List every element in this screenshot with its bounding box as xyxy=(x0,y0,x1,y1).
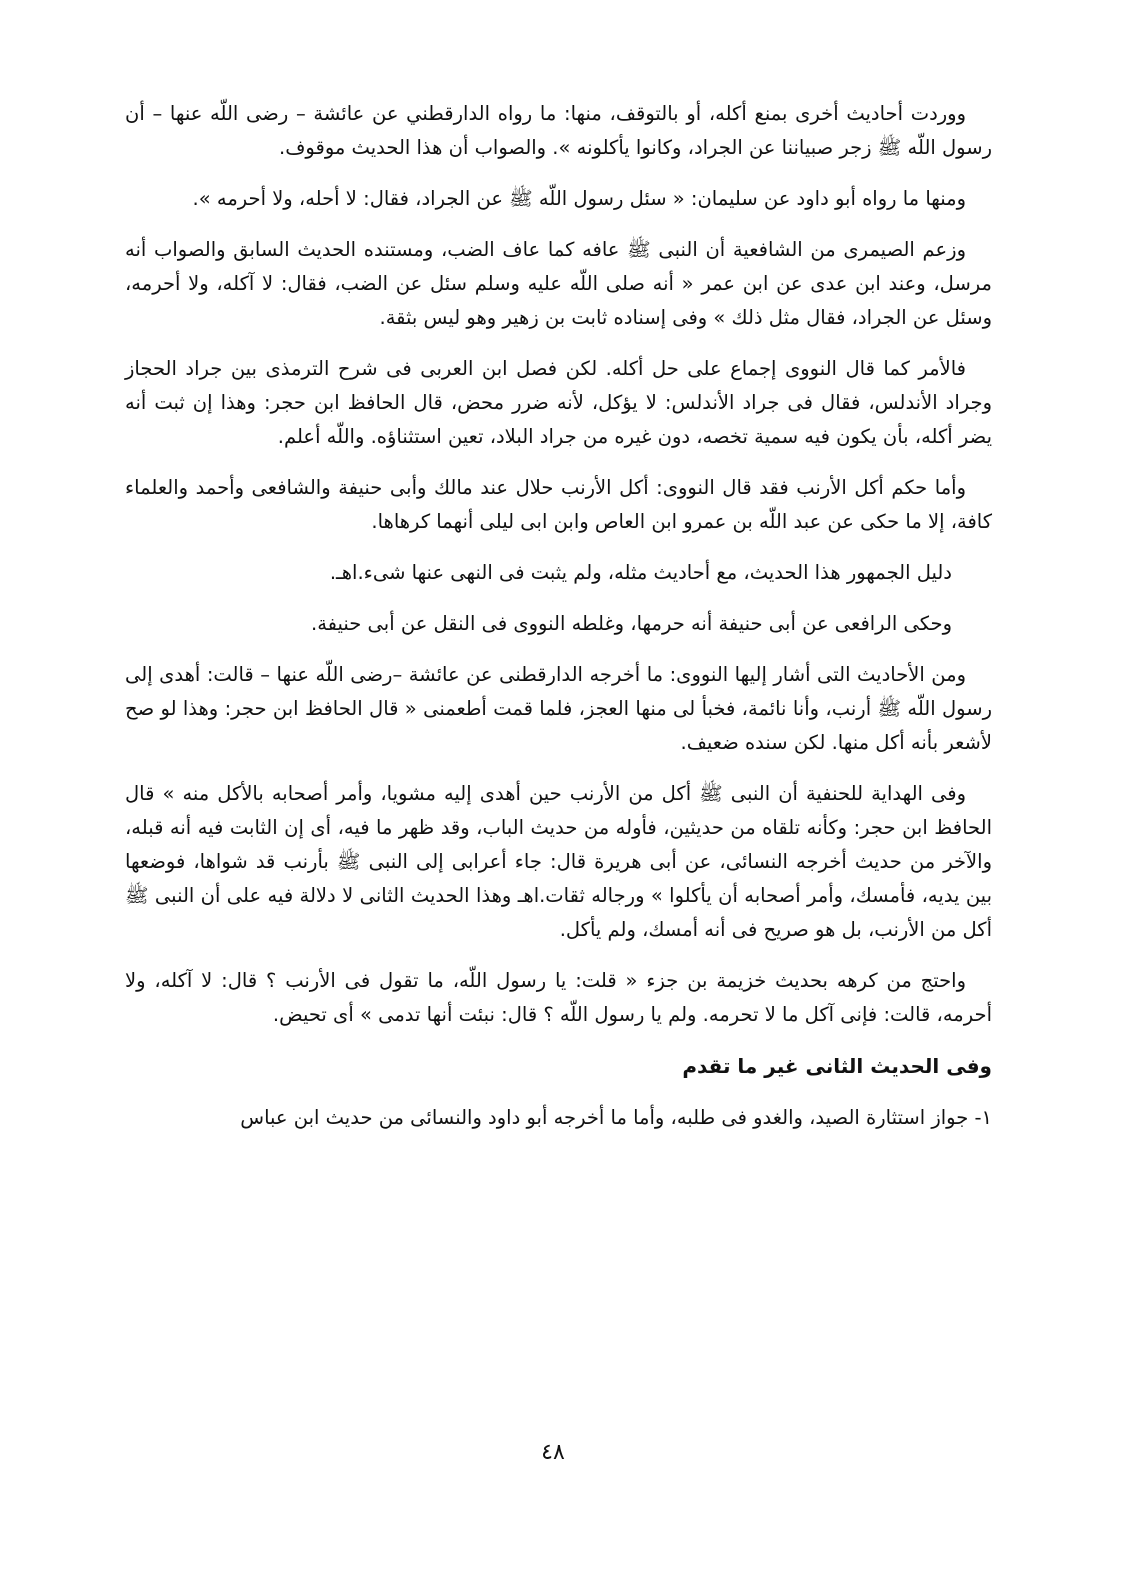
paragraph-majority-evidence: دليل الجمهور هذا الحديث، مع أحاديث مثله، ولم يثبت فى النهى عنها شىء.اهـ. xyxy=(329,561,952,584)
paragraph-hidaya: وفى الهداية للحنفية أن النبى ﷺ أكل من الأرنب حين أهدى إليه مشويا، وأمر أصحابه بالأكل منه » قال الحافظ ابن حجر: وكأنه تلقاه من حديثين، فأوله من حديث الباب، وقد ظهر ما فيه، أى إن الثابت فيه أنه قبله، والآخر من حديث أخرجه النسائى، عن أبى هريرة قال: جاء أعرابى إلى النبى ﷺ بأرنب قد شواها، فوضعها بين يديه، فأمسك، وأمر أصحابه أن يأكلوا » ورجاله ثقات.اهـ وهذا الحديث الثانى لا دلالة فيه على أن النبى ﷺ أكل من الأرنب، بل هو صريح فى أنه أمسك، ولم يأكل. xyxy=(125,782,992,941)
paragraph-aisha-hadith: ومن الأحاديث التى أشار إليها النووى: ما أخرجه الدارقطنى عن عائشة –رضى اللّه عنها – قالت: أهدى إلى رسول اللّه ﷺ أرنب، وأنا نائمة، فخبأ لى منها العجز، فلما قمت أطعمنى « قال الحافظ ابن حجر: وهذا لو صح لأشعر بأنه أكل منها. لكن سنده ضعيف. xyxy=(125,663,992,754)
paragraph-nawawi-consensus: فالأمر كما قال النووى إجماع على حل أكله. لكن فصل ابن العربى فى شرح الترمذى بين جراد الحجاز وجراد الأندلس، فقال فى جراد الأندلس: لا يؤكل، لأنه ضرر محض، قال الحافظ ابن حجر: وهذا إن ثبت أنه يضر أكله، بأن يكون فيه سمية تخصه، دون غيره من جراد البلاد، تعين استثناؤه. واللّه أعلم. xyxy=(125,357,992,448)
paragraph-abu-dawud: ومنها ما رواه أبو داود عن سليمان: « سئل رسول اللّه ﷺ عن الجراد، فقال: لا أحله، ولا أحرمه ». xyxy=(192,187,966,210)
paragraph-locust-hadiths: ووردت أحاديث أخرى بمنع أكله، أو بالتوقف، منها: ما رواه الدارقطني عن عائشة – رضى اللّه عنها – أن رسول اللّه ﷺ زجر صبياننا عن الجراد، وكانوا يأكلونه ». والصواب أن هذا الحديث موقوف. xyxy=(125,102,992,159)
paragraph-khuzayma: واحتج من كرهه بحديث خزيمة بن جزء « قلت: يا رسول اللّه، ما تقول فى الأرنب ؟ قال: لا آكله، ولا أحرمه، قالت: فإنى آكل ما لا تحرمه. ولم يا رسول اللّه ؟ قال: نبئت أنها تدمى » أى تحيض. xyxy=(125,969,992,1026)
paragraph-saymari: وزعم الصيمرى من الشافعية أن النبى ﷺ عافه كما عاف الضب، ومستنده الحديث السابق والصواب أنه مرسل، وعند ابن عدى عن ابن عمر « أنه صلى اللّه عليه وسلم سئل عن الضب، فقال: لا آكله، ولا أحرمه، وسئل عن الجراد، فقال مثل ذلك » وفى إسناده ثابت بن زهير وهو ليس بثقة. xyxy=(125,238,992,329)
paragraph-rabbit-ruling: وأما حكم أكل الأرنب فقد قال النووى: أكل الأرنب حلال عند مالك وأبى حنيفة والشافعى وأحمد والعلماء كافة، إلا ما حكى عن عبد اللّه بن عمرو ابن العاص وابن ابى ليلى أنهما كرهاها. xyxy=(125,476,992,533)
paragraph-rafii: وحكى الرافعى عن أبى حنيفة أنه حرمها، وغلطه النووى فى النقل عن أبى حنيفة. xyxy=(311,612,952,635)
section-heading: وفى الحديث الثانى غير ما تقدم xyxy=(682,1054,992,1078)
list-item: ١- جواز استثارة الصيد، والغدو فى طلبه، وأما ما أخرجه أبو داود والنسائى من حديث ابن عباس xyxy=(240,1106,992,1129)
page-body xyxy=(125,97,992,1135)
page-number: ٤٨ xyxy=(541,1440,565,1465)
